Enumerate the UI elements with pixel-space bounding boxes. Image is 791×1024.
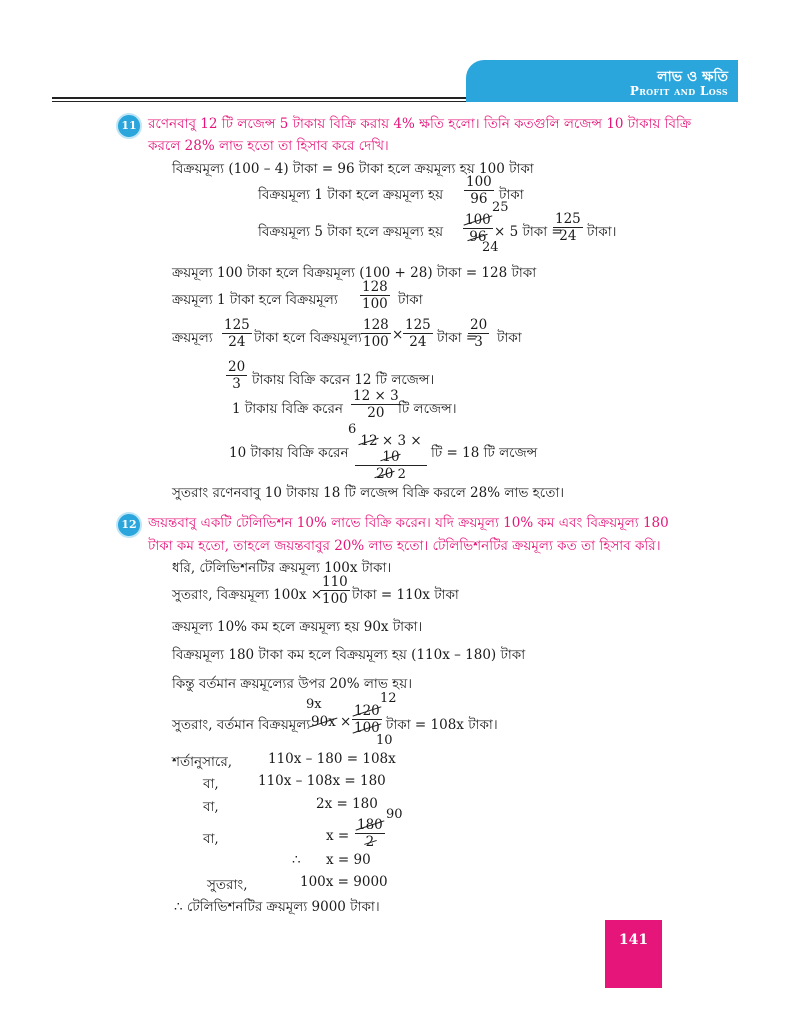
cancel-result-top: 90 — [386, 807, 403, 822]
fraction-denominator: 100 — [362, 296, 388, 312]
fraction-denominator: 3 — [468, 333, 489, 350]
chapter-header-tab — [466, 60, 738, 102]
p11-line8-fraction — [351, 388, 401, 421]
problem-11-question-line2: করলে 28% লাভ হতো তা হিসাব করে দেখি। — [148, 138, 389, 154]
eq-label: শর্তানুসারে, — [172, 754, 233, 770]
p11-line3-result-fraction — [553, 211, 583, 244]
p11-line2-fraction — [464, 174, 494, 207]
p11-line3-text: বিক্রয়মূল্য 5 টাকা হলে ক্রয়মূল্য হয় — [258, 224, 444, 240]
p12-line2-fraction — [320, 574, 350, 607]
p12-line3: ক্রয়মূল্য 10% কম হলে ক্রয়মূল্য হয় 90x টাকা। — [172, 619, 423, 635]
fraction-numerator: 20 — [470, 317, 488, 333]
fraction-denominator: 100 — [322, 591, 348, 607]
p11-line9-unit: টি = 18 টি লজেন্স — [431, 445, 538, 461]
p11-line1: বিক্রয়মূল্য (100 – 4) টাকা = 96 টাকা হলে ক্রয়মূল্য হয় 100 টাকা — [172, 161, 534, 177]
p11-line6-fraction1 — [222, 317, 252, 350]
eq-label: বা, — [203, 799, 219, 815]
page-number-box — [605, 920, 662, 988]
fraction-denominator: 20 — [351, 404, 401, 421]
p12-line6-unit: টাকা = 108x টাকা। — [386, 717, 498, 733]
fraction-numerator: 125 — [405, 317, 431, 333]
cancel-result-top: 6 — [348, 422, 357, 437]
fraction-numerator: 128 — [363, 317, 389, 333]
p11-line6-unit: টাকা — [497, 330, 522, 346]
fraction-denominator: 24 — [553, 227, 583, 244]
fraction-denominator: 3 — [226, 375, 247, 392]
header-rule-top — [52, 97, 466, 99]
eq-value: x = — [326, 828, 350, 844]
p11-conclusion: সুতরাং রণেনবাবু 10 টাকায় 18 টি লজেন্স বিক্রি করলে 28% লাভ হতো। — [172, 485, 565, 501]
p11-line5-text: ক্রয়মূল্য 1 টাকা হলে বিক্রয়মূল্য — [172, 292, 338, 308]
struck-numerator: 120 — [354, 703, 380, 719]
struck-numerator: 180 — [357, 817, 383, 833]
p11-line5-unit: টাকা — [398, 292, 423, 308]
cancel-result-top: 12 — [380, 691, 397, 706]
problem-12-question-line2: টাকা কম হতো, তাহলে জয়ন্তবাবুর 20% লাভ হতো। টেলিভিশনটির ক্রয়মূল্য কত তা হিসাব করি। — [148, 538, 661, 554]
p11-line6-text: ক্রয়মূল্য — [172, 330, 213, 346]
fraction-denominator: 24 — [403, 333, 433, 350]
p12-line2-text: সুতরাং, বিক্রয়মূল্য 100x × — [172, 587, 323, 603]
eq-value: 110x – 180 = 108x — [268, 751, 396, 767]
eq-value: 100x = 9000 — [300, 874, 388, 890]
fraction-numerator: 100 — [466, 174, 492, 190]
struck-denominator: 96 — [469, 229, 487, 245]
p11-line3-mid: × 5 টাকা = — [494, 224, 563, 240]
eq-value: x = 90 — [326, 852, 371, 868]
fraction-numerator: 12 × 3 — [353, 388, 399, 404]
p11-line5-fraction — [360, 279, 390, 312]
p12-line6-fraction — [352, 703, 382, 736]
p11-line9-fraction — [355, 433, 427, 483]
p11-line6-fraction3 — [403, 317, 433, 350]
problem-12-badge: 12 — [116, 512, 142, 538]
cancel-result-bottom: 10 — [376, 733, 393, 748]
fraction-numerator: 125 — [555, 211, 581, 227]
p12-conclusion: ∴ টেলিভিশনটির ক্রয়মূল্য 9000 টাকা। — [174, 899, 380, 915]
cancel-result-top: 25 — [492, 200, 509, 215]
numerator-middle: × 3 × — [381, 433, 422, 449]
chapter-title-bengali: লাভ ও ক্ষতি — [657, 69, 728, 85]
cancel-result-bottom: 2 — [397, 467, 406, 482]
struck-numerator-part: 12 — [360, 433, 378, 449]
struck-denominator: 100 — [354, 720, 380, 736]
chapter-title-english: Profit and Loss — [629, 84, 728, 98]
p11-line6-mid: টাকা হলে বিক্রয়মূল্য — [254, 330, 362, 346]
eq-value: 110x – 108x = 180 — [258, 773, 386, 789]
p12-eq4-fraction — [355, 817, 385, 850]
struck-denominator: 2 — [365, 834, 375, 850]
therefore-symbol: ∴ — [292, 852, 301, 868]
eq-value: 2x = 180 — [316, 796, 378, 812]
struck-denominator: 20 — [376, 466, 394, 482]
fraction-numerator: 125 — [224, 317, 250, 333]
p11-line6-fraction2 — [361, 317, 391, 350]
p12-line4: বিক্রয়মূল্য 180 টাকা কম হলে বিক্রয়মূল্য হয় (110x – 180) টাকা — [172, 647, 526, 663]
p11-line2-unit: টাকা — [499, 187, 524, 203]
p11-line4: ক্রয়মূল্য 100 টাকা হলে বিক্রয়মূল্য (100 + 28) টাকা = 128 টাকা — [172, 265, 537, 281]
p11-line7-fraction — [226, 359, 247, 392]
problem-12-question-line1: জয়ন্তবাবু একটি টেলিভিশন 10% লাভে বিক্রি করেন। যদি ক্রয়মূল্য 10% কম এবং বিক্রয়মূল্য 180 — [148, 515, 669, 531]
fraction-numerator: 110 — [322, 574, 348, 590]
cancel-result-bottom: 24 — [482, 240, 499, 255]
eq-label: বা, — [203, 831, 219, 847]
p11-line2-text: বিক্রয়মূল্য 1 টাকা হলে ক্রয়মূল্য হয় — [258, 187, 444, 203]
fraction-denominator: 24 — [222, 333, 252, 350]
struck-value: 90x — [311, 714, 336, 730]
p12-line6-text: সুতরাং, বর্তমান বিক্রয়মূল্য — [172, 717, 311, 733]
eq-label: সুতরাং, — [207, 877, 248, 893]
p12-line1: ধরি, টেলিভিশনটির ক্রয়মূল্য 100x টাকা। — [172, 560, 392, 576]
p11-line6-eq: টাকা = — [437, 330, 478, 346]
p12-line5: কিন্তু বর্তমান ক্রয়মূল্যের উপর 20% লাভ হয়। — [172, 676, 413, 692]
p11-line7-text: টাকায় বিক্রি করেন 12 টি লজেন্স। — [252, 372, 435, 388]
p11-line3-unit: টাকা। — [587, 224, 617, 240]
p11-line6-fraction4 — [468, 317, 489, 350]
fraction-denominator: 100 — [363, 334, 389, 350]
problem-11-badge: 11 — [116, 113, 142, 139]
page-number: 141 — [618, 932, 649, 948]
fraction-numerator: 20 — [228, 359, 246, 375]
struck-numerator-part: 10 — [382, 449, 400, 465]
fraction-denominator: 96 — [464, 190, 494, 207]
eq-label: বা, — [203, 776, 219, 792]
p11-line8-text: 1 টাকায় বিক্রি করেন — [232, 401, 343, 417]
struck-numerator: 100 — [465, 212, 491, 228]
p11-line8-unit: টি লজেন্স। — [398, 401, 457, 417]
times-sign: × — [340, 714, 352, 730]
cancel-result-top: 9x — [306, 697, 322, 712]
times-sign: × — [392, 327, 404, 343]
header-rule-bottom — [52, 101, 466, 102]
problem-11-question-line1: রণেনবাবু 12 টি লজেন্স 5 টাকায় বিক্রি করায় 4% ক্ষতি হলো। তিনি কতগুলি লজেন্স 10 টাকায় বিক্রি — [148, 116, 692, 132]
fraction-numerator: 128 — [362, 279, 388, 295]
p11-line9-text: 10 টাকায় বিক্রি করেন — [229, 445, 349, 461]
p12-line2-unit: টাকা = 110x টাকা — [352, 587, 459, 603]
